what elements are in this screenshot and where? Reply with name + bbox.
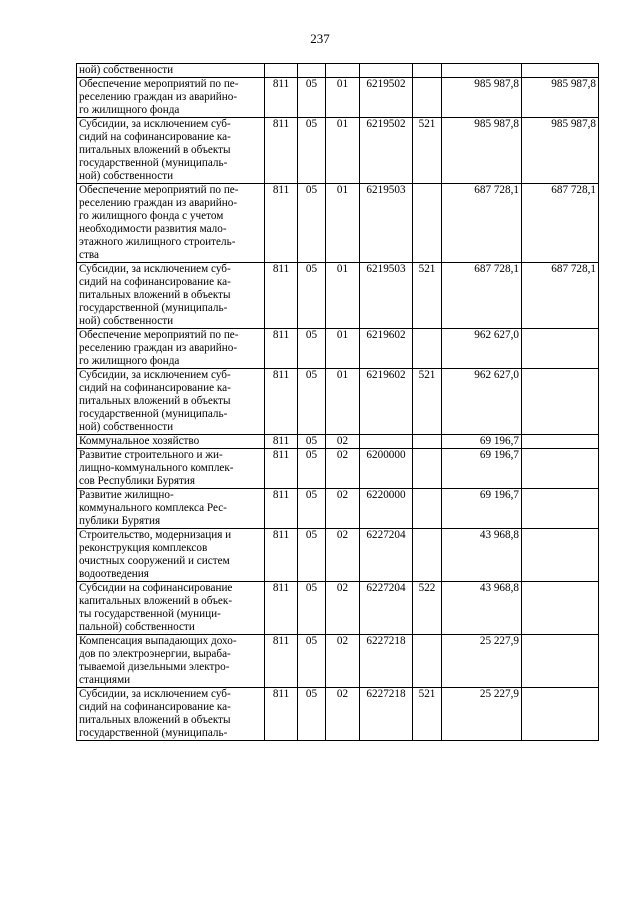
section-code-cell bbox=[298, 64, 326, 78]
section-code-cell: 05 bbox=[298, 489, 326, 529]
subsection-code-cell: 02 bbox=[326, 529, 360, 582]
amount-cell: 69 196,7 bbox=[442, 489, 522, 529]
budget-table bbox=[76, 63, 599, 741]
target-article-cell: 6200000 bbox=[360, 449, 413, 489]
target-article-cell bbox=[360, 435, 413, 449]
amount-federal-cell bbox=[522, 529, 599, 582]
ministry-code-cell: 811 bbox=[265, 529, 298, 582]
expense-type-cell bbox=[413, 529, 442, 582]
table-row bbox=[77, 118, 599, 184]
expense-type-cell: 521 bbox=[413, 118, 442, 184]
amount-federal-cell: 985 987,8 bbox=[522, 78, 599, 118]
section-code-cell: 05 bbox=[298, 582, 326, 635]
table-row bbox=[77, 78, 599, 118]
ministry-code-cell: 811 bbox=[265, 263, 298, 329]
expense-name-cell: Компенсация выпадающих дохо- дов по электроэнергии, выраба- тываемой дизельными электро- станциями bbox=[77, 635, 265, 688]
ministry-code-cell: 811 bbox=[265, 635, 298, 688]
amount-cell: 962 627,0 bbox=[442, 329, 522, 369]
ministry-code-cell: 811 bbox=[265, 184, 298, 263]
target-article-cell: 6219503 bbox=[360, 184, 413, 263]
target-article-cell: 6220000 bbox=[360, 489, 413, 529]
amount-cell: 43 968,8 bbox=[442, 582, 522, 635]
amount-cell bbox=[442, 64, 522, 78]
section-code-cell: 05 bbox=[298, 449, 326, 489]
subsection-code-cell: 01 bbox=[326, 329, 360, 369]
section-code-cell: 05 bbox=[298, 529, 326, 582]
table-row bbox=[77, 529, 599, 582]
ministry-code-cell: 811 bbox=[265, 369, 298, 435]
subsection-code-cell: 01 bbox=[326, 263, 360, 329]
amount-cell: 962 627,0 bbox=[442, 369, 522, 435]
expense-name-cell: Субсидии, за исключением суб- сидий на софинансирование ка- питальных вложений в объекты государственной (муниципаль- ной) собственности bbox=[77, 263, 265, 329]
expense-name-cell: Субсидии, за исключением суб- сидий на софинансирование ка- питальных вложений в объекты государственной (муниципаль- ной) собственности bbox=[77, 369, 265, 435]
target-article-cell: 6227218 bbox=[360, 688, 413, 741]
ministry-code-cell: 811 bbox=[265, 489, 298, 529]
table-row bbox=[77, 369, 599, 435]
section-code-cell: 05 bbox=[298, 369, 326, 435]
table-row bbox=[77, 329, 599, 369]
amount-federal-cell: 687 728,1 bbox=[522, 263, 599, 329]
expense-type-cell: 521 bbox=[413, 369, 442, 435]
target-article-cell: 6227204 bbox=[360, 529, 413, 582]
section-code-cell: 05 bbox=[298, 435, 326, 449]
amount-federal-cell: 985 987,8 bbox=[522, 118, 599, 184]
amount-federal-cell: 687 728,1 bbox=[522, 184, 599, 263]
expense-name-cell: Обеспечение мероприятий по пе- реселению граждан из аварийно- го жилищного фонда bbox=[77, 329, 265, 369]
subsection-code-cell: 01 bbox=[326, 118, 360, 184]
expense-type-cell bbox=[413, 449, 442, 489]
expense-name-cell: Коммунальное хозяйство bbox=[77, 435, 265, 449]
subsection-code-cell: 02 bbox=[326, 688, 360, 741]
amount-cell: 69 196,7 bbox=[442, 435, 522, 449]
expense-name-cell: Субсидии, за исключением суб- сидий на софинансирование ка- питальных вложений в объекты государственной (муниципаль- bbox=[77, 688, 265, 741]
table-row bbox=[77, 449, 599, 489]
table-row bbox=[77, 635, 599, 688]
target-article-cell bbox=[360, 64, 413, 78]
amount-federal-cell bbox=[522, 489, 599, 529]
section-code-cell: 05 bbox=[298, 118, 326, 184]
subsection-code-cell: 02 bbox=[326, 435, 360, 449]
target-article-cell: 6219503 bbox=[360, 263, 413, 329]
amount-cell: 25 227,9 bbox=[442, 688, 522, 741]
amount-cell: 985 987,8 bbox=[442, 118, 522, 184]
ministry-code-cell: 811 bbox=[265, 329, 298, 369]
ministry-code-cell: 811 bbox=[265, 435, 298, 449]
amount-cell: 43 968,8 bbox=[442, 529, 522, 582]
expense-name-cell: Обеспечение мероприятий по пе- реселению граждан из аварийно- го жилищного фонда bbox=[77, 78, 265, 118]
subsection-code-cell: 02 bbox=[326, 582, 360, 635]
amount-federal-cell bbox=[522, 369, 599, 435]
subsection-code-cell: 02 bbox=[326, 449, 360, 489]
table-body bbox=[77, 64, 599, 741]
ministry-code-cell: 811 bbox=[265, 449, 298, 489]
amount-cell: 25 227,9 bbox=[442, 635, 522, 688]
target-article-cell: 6227204 bbox=[360, 582, 413, 635]
ministry-code-cell: 811 bbox=[265, 582, 298, 635]
expense-name-cell: Обеспечение мероприятий по пе- реселению граждан из аварийно- го жилищного фонда с учетом необходимости развития мало- этажного жилищного строитель- ства bbox=[77, 184, 265, 263]
expense-type-cell bbox=[413, 435, 442, 449]
amount-cell: 985 987,8 bbox=[442, 78, 522, 118]
table-row bbox=[77, 435, 599, 449]
amount-federal-cell bbox=[522, 435, 599, 449]
target-article-cell: 6219602 bbox=[360, 369, 413, 435]
table-row bbox=[77, 64, 599, 78]
expense-name-cell: Субсидии на софинансирование капитальных вложений в объек- ты государственной (муници- пальной) собственности bbox=[77, 582, 265, 635]
expense-name-cell: ной) собственности bbox=[77, 64, 265, 78]
expense-type-cell bbox=[413, 64, 442, 78]
page-number: 237 bbox=[310, 31, 330, 46]
section-code-cell: 05 bbox=[298, 263, 326, 329]
section-code-cell: 05 bbox=[298, 329, 326, 369]
table-row bbox=[77, 184, 599, 263]
section-code-cell: 05 bbox=[298, 688, 326, 741]
subsection-code-cell: 02 bbox=[326, 635, 360, 688]
subsection-code-cell: 02 bbox=[326, 489, 360, 529]
table-row bbox=[77, 688, 599, 741]
subsection-code-cell: 01 bbox=[326, 78, 360, 118]
amount-federal-cell bbox=[522, 64, 599, 78]
amount-cell: 687 728,1 bbox=[442, 184, 522, 263]
expense-name-cell: Развитие строительного и жи- лищно-коммунального комплек- сов Республики Бурятия bbox=[77, 449, 265, 489]
expense-name-cell: Развитие жилищно- коммунального комплекса Рес- публики Бурятия bbox=[77, 489, 265, 529]
expense-type-cell bbox=[413, 635, 442, 688]
expense-type-cell: 521 bbox=[413, 263, 442, 329]
target-article-cell: 6227218 bbox=[360, 635, 413, 688]
amount-federal-cell bbox=[522, 635, 599, 688]
amount-federal-cell bbox=[522, 582, 599, 635]
amount-cell: 687 728,1 bbox=[442, 263, 522, 329]
expense-type-cell bbox=[413, 489, 442, 529]
expense-type-cell bbox=[413, 329, 442, 369]
amount-cell: 69 196,7 bbox=[442, 449, 522, 489]
table-row bbox=[77, 582, 599, 635]
expense-name-cell: Субсидии, за исключением суб- сидий на софинансирование ка- питальных вложений в объекты государственной (муниципаль- ной) собственности bbox=[77, 118, 265, 184]
table-row bbox=[77, 489, 599, 529]
expense-type-cell: 521 bbox=[413, 688, 442, 741]
section-code-cell: 05 bbox=[298, 78, 326, 118]
ministry-code-cell: 811 bbox=[265, 688, 298, 741]
expense-type-cell: 522 bbox=[413, 582, 442, 635]
table-row bbox=[77, 263, 599, 329]
ministry-code-cell bbox=[265, 64, 298, 78]
target-article-cell: 6219602 bbox=[360, 329, 413, 369]
target-article-cell: 6219502 bbox=[360, 118, 413, 184]
subsection-code-cell: 01 bbox=[326, 369, 360, 435]
section-code-cell: 05 bbox=[298, 184, 326, 263]
expense-type-cell bbox=[413, 78, 442, 118]
ministry-code-cell: 811 bbox=[265, 118, 298, 184]
section-code-cell: 05 bbox=[298, 635, 326, 688]
amount-federal-cell bbox=[522, 329, 599, 369]
subsection-code-cell: 01 bbox=[326, 184, 360, 263]
amount-federal-cell bbox=[522, 449, 599, 489]
ministry-code-cell: 811 bbox=[265, 78, 298, 118]
subsection-code-cell bbox=[326, 64, 360, 78]
expense-type-cell bbox=[413, 184, 442, 263]
expense-name-cell: Строительство, модернизация и реконструкция комплексов очистных сооружений и систем водоотведения bbox=[77, 529, 265, 582]
amount-federal-cell bbox=[522, 688, 599, 741]
target-article-cell: 6219502 bbox=[360, 78, 413, 118]
